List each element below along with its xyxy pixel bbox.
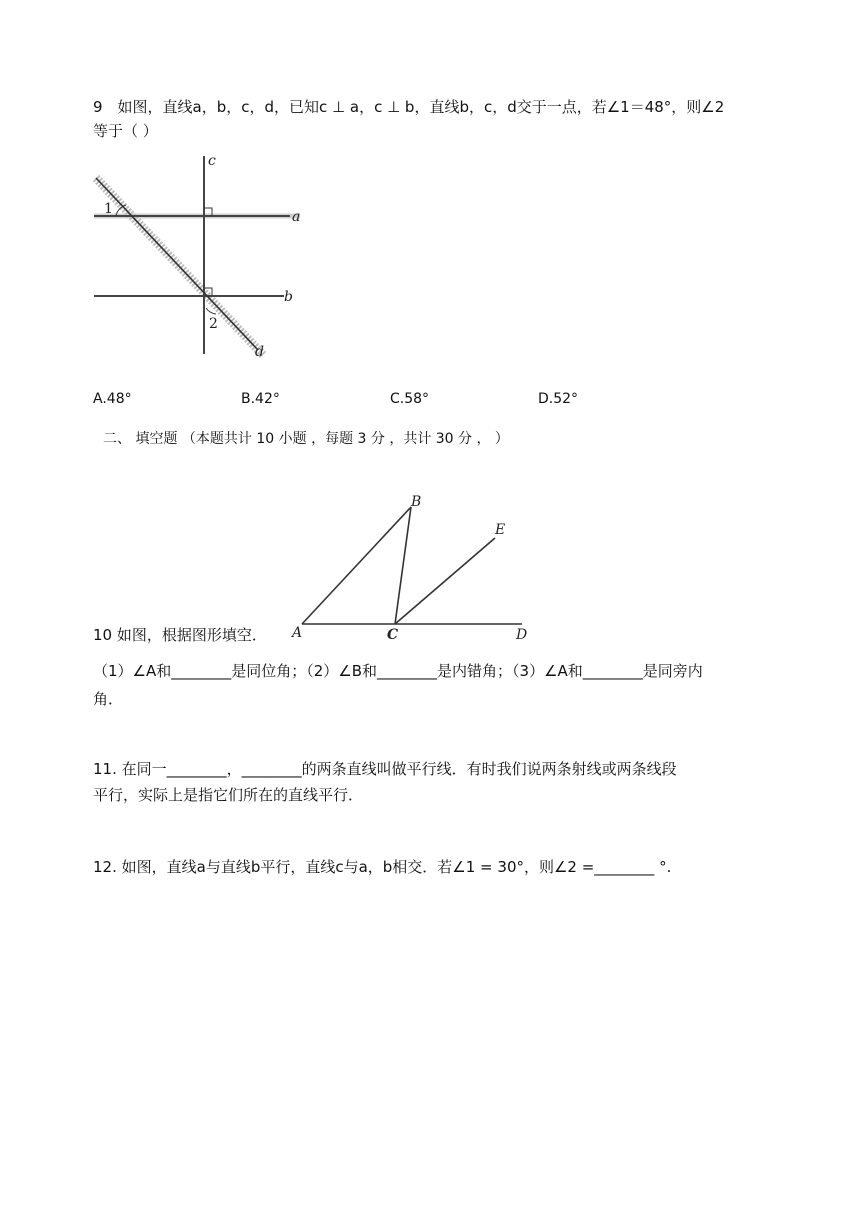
q9-option-d: D.52°: [538, 391, 579, 407]
segment-ab: [302, 507, 411, 624]
q11-line2: 平行，实际上是指它们所在的直线平行．: [93, 786, 364, 804]
label-A: A: [292, 625, 303, 641]
label-E: E: [495, 522, 506, 538]
q12-line1: 12. 如图，直线a与直线b平行，直线c与a，b相交．若∠1 = 30°，则∠2 =________ °.: [93, 858, 672, 876]
q9-stem-line2: 等于（ ）: [93, 122, 158, 140]
label-d: d: [255, 344, 264, 360]
label-angle-2: 2: [209, 316, 218, 332]
q9-option-b: B.42°: [241, 391, 280, 407]
label-C: C: [387, 627, 399, 643]
q9-stem-line1: 9 如图，直线a，b，c，d，已知c ⊥ a，c ⊥ b，直线b，c，d交于一点，若∠1＝48°，则∠2: [93, 98, 725, 116]
q10-figure: [290, 490, 540, 645]
q9-option-a: A.48°: [93, 391, 132, 407]
label-b: b: [284, 289, 293, 305]
segment-bc: [395, 507, 411, 624]
q10-line2: 角．: [93, 690, 124, 708]
q10-stem: 10 如图，根据图形填空．: [93, 626, 267, 644]
label-D: D: [516, 627, 528, 643]
section-2-heading: 二、 填空题 （本题共计 10 小题 ，每题 3 分 ，共计 30 分 ， ）: [103, 431, 509, 447]
label-c: c: [208, 153, 216, 169]
q10-line1: （1）∠A和________是同位角；（2）∠B和________是内错角；（3）∠A和________是同旁内: [93, 662, 703, 680]
label-B: B: [411, 494, 422, 510]
q9-figure: [88, 150, 308, 365]
line-d: [96, 178, 258, 350]
label-angle-1: 1: [104, 201, 113, 217]
q9-option-c: C.58°: [390, 391, 430, 407]
q11-line1: 11. 在同一________，________的两条直线叫做平行线．有时我们说两条射线或两条线段: [93, 760, 677, 778]
label-a: a: [292, 209, 301, 225]
ray-ce: [395, 538, 495, 624]
